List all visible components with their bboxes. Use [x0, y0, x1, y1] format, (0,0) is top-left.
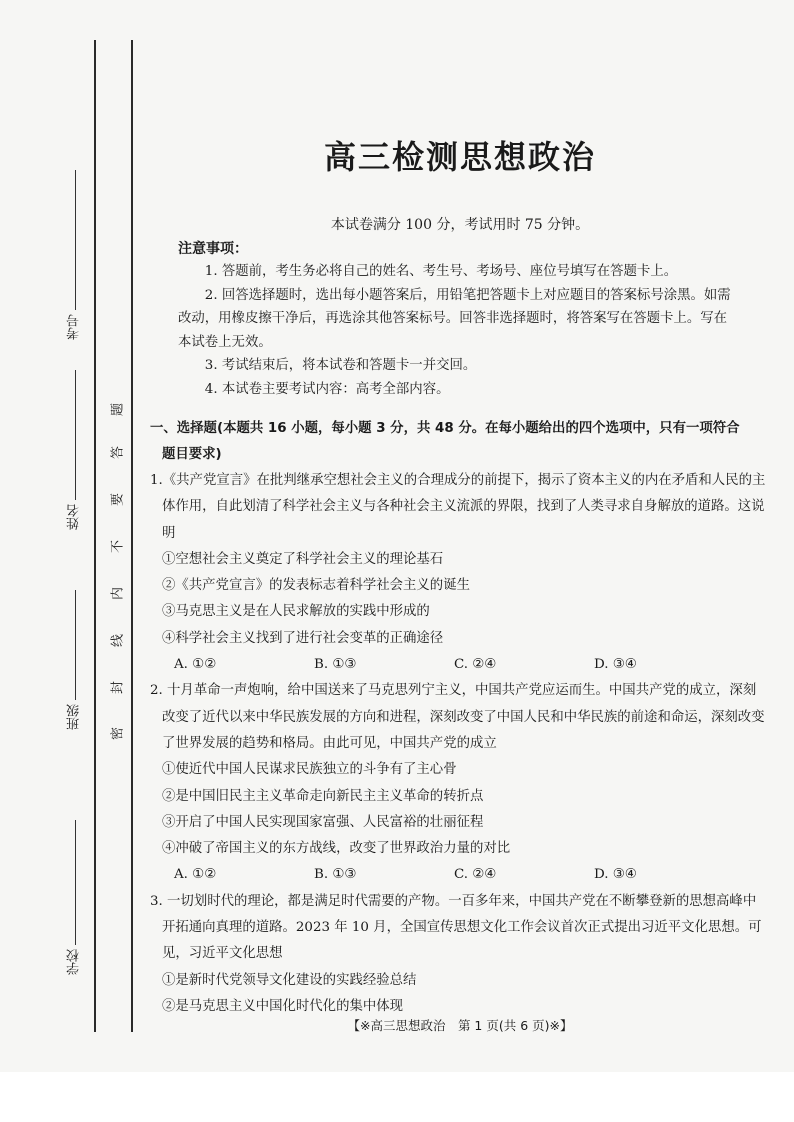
choice-a[interactable]: A. ①② — [174, 657, 217, 673]
banji-field[interactable] — [62, 590, 88, 730]
section-line: 题目要求) — [162, 447, 222, 462]
question-option: ①是新时代党领导文化建设的实践经验总结 — [162, 972, 417, 988]
question-option: ②是中国旧民主主义革命走向新民主主义革命的转折点 — [162, 788, 484, 804]
binding-line-inner — [131, 40, 133, 1032]
choice-d[interactable]: D. ③④ — [594, 657, 637, 673]
page-title: 高三检测思想政治 — [323, 138, 596, 176]
xingming-field[interactable] — [62, 370, 88, 530]
section-heading — [150, 416, 768, 468]
answer-choices — [150, 862, 768, 888]
choice-a[interactable]: A. ①② — [174, 867, 217, 883]
choice-d[interactable]: D. ③④ — [594, 867, 637, 883]
choice-c[interactable]: C. ②④ — [454, 867, 497, 883]
answer-choices — [150, 652, 768, 678]
notes-title: 注意事项： — [178, 241, 248, 257]
xuexiao-field[interactable] — [62, 820, 88, 975]
seal-char: 密 — [110, 727, 126, 741]
xuexiao-label: 学校 — [67, 949, 82, 975]
seal-char: 线 — [110, 634, 126, 648]
seal-char: 题 — [110, 403, 126, 417]
question-option: ④科学社会主义找到了进行社会变革的正确途径 — [162, 630, 444, 646]
question — [150, 678, 768, 888]
question-stem: 3. 一切划时代的理论，都是满足时代需要的产物。一百多年来，中国共产党在不断攀登新的思想高峰中开拓通向真理的道路。2023 年 10 月，全国宣传思想文化工作会议首次正式提出习近平文化思想。可见，习近平文化思想 — [150, 893, 762, 962]
note-item: 2. 回答选择题时，选出每小题答案后，用铅笔把答题卡上对应题目的答案标号涂黑。如需改动，用橡皮擦干净后，再选涂其他答案标号。回答非选择题时，将答案写在答题卡上。写在本试卷上无效。 — [178, 287, 731, 350]
question-list — [150, 468, 768, 1020]
note-item: 3. 考试结束后，将本试卷和答题卡一并交回。 — [204, 358, 477, 373]
binding-line-outer — [94, 40, 96, 1032]
question-option: ①使近代中国人民谋求民族独立的斗争有了主心骨 — [162, 762, 457, 778]
seal-char: 答 — [110, 446, 126, 460]
seal-char: 封 — [110, 681, 126, 695]
xingming-label: 姓名 — [67, 504, 82, 530]
section-line: 一、选择题(本题共 16 小题，每小题 3 分，共 48 分。在每小题给出的四个选项中，只有一项符合 — [150, 421, 740, 436]
kaohao-field[interactable] — [62, 170, 88, 340]
question-option: ①空想社会主义奠定了科学社会主义的理论基石 — [162, 551, 444, 567]
exam-subtitle: 本试卷满分 100 分，考试用时 75 分钟。 — [330, 217, 590, 233]
question — [150, 468, 768, 678]
seal-char: 要 — [110, 493, 126, 507]
question-option: ③马克思主义是在人民求解放的实践中形成的 — [162, 604, 430, 620]
notes-list — [178, 260, 738, 401]
seal-char: 不 — [110, 540, 126, 554]
kaohao-label: 考号 — [67, 314, 82, 340]
seal-char: 内 — [110, 587, 126, 601]
question-stem: 2. 十月革命一声炮响，给中国送来了马克思列宁主义，中国共产党应运而生。中国共产党的成立，深刻改变了近代以来中华民族发展的方向和进程，深刻改变了中国人民和中华民族的前途和命运，深刻改变了世界发展的趋势和格局。由此可见，中国共产党的成立 — [150, 683, 765, 751]
banji-label: 班级 — [67, 704, 82, 730]
question — [150, 889, 768, 1020]
page-footer: 【※高三思想政治 第 1 页(共 6 页)※】 — [347, 1018, 573, 1033]
note-item: 4. 本试卷主要考试内容：高考全部内容。 — [204, 381, 450, 397]
question-stem: 1.《共产党宣言》在批判继承空想社会主义的合理成分的前提下，揭示了资本主义的内在矛盾和人民的主体作用，自此划清了科学社会主义与各种社会主义流派的界限，找到了人类寻求自身解放的道路。这说明 — [150, 473, 766, 541]
choice-b[interactable]: B. ①③ — [314, 657, 357, 673]
question-option: ②《共产党宣言》的发表标志着科学社会主义的诞生 — [162, 578, 470, 594]
question-option: ②是马克思主义中国化时代化的集中体现 — [162, 998, 404, 1014]
note-item: 1. 答题前，考生务必将自己的姓名、考生号、考场号、座位号填写在答题卡上。 — [204, 264, 678, 279]
question-option: ④冲破了帝国主义的东方战线，改变了世界政治力量的对比 — [162, 841, 511, 857]
choice-c[interactable]: C. ②④ — [454, 657, 497, 673]
choice-b[interactable]: B. ①③ — [314, 867, 357, 883]
question-option: ③开启了中国人民实现国家富强、人民富裕的壮丽征程 — [162, 814, 484, 830]
